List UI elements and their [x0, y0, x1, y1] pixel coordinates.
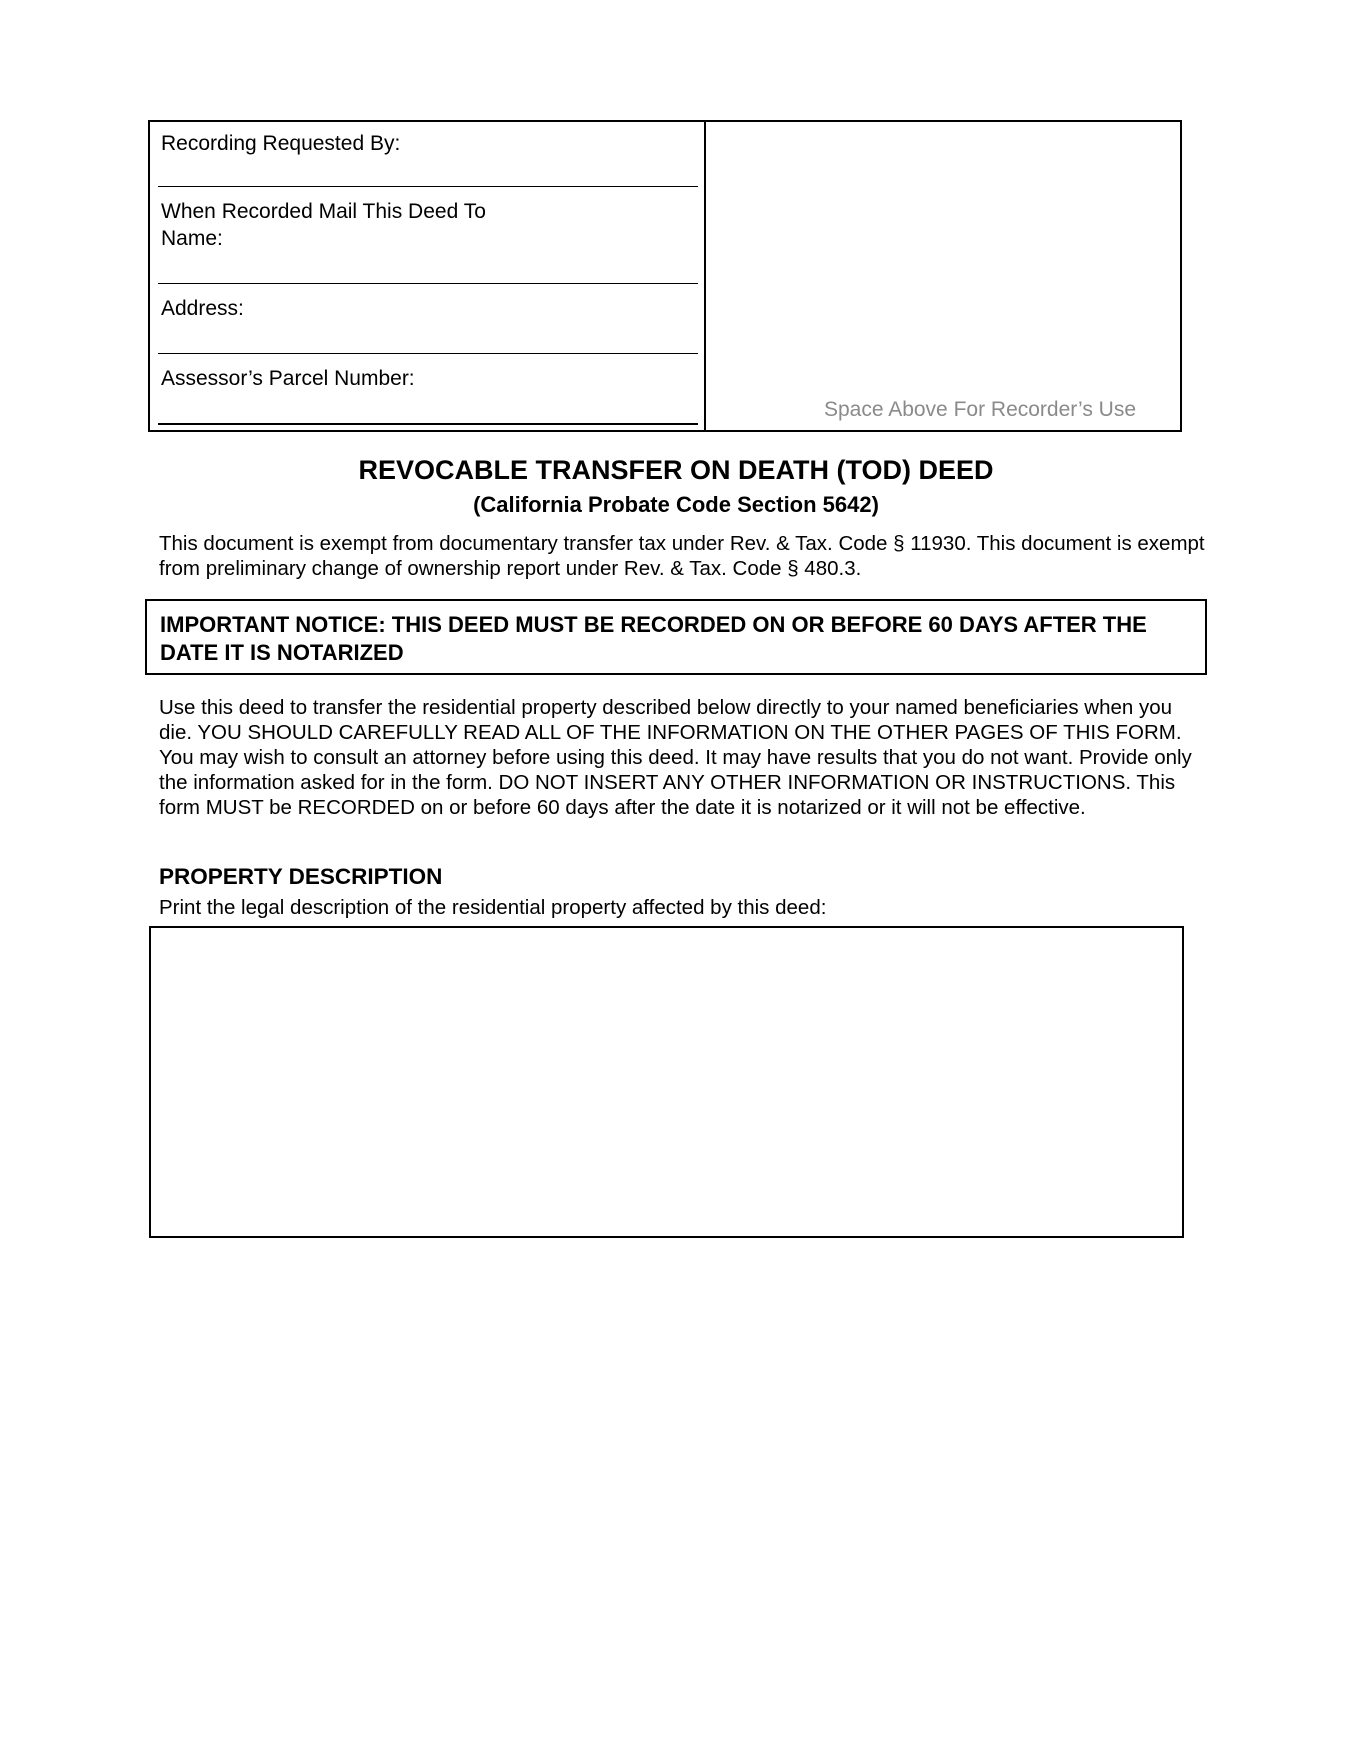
- address-field[interactable]: [158, 353, 698, 354]
- mail-to-label: When Recorded Mail This Deed To: [161, 200, 486, 223]
- property-description-heading: PROPERTY DESCRIPTION: [159, 864, 443, 889]
- instructions-paragraph: Use this deed to transfer the residential property described below directly to your named beneficiaries when you die. YOU SHOULD CAREFULLY READ ALL OF THE INFORMATION ON THE OTHER PAGES OF THIS FORM. You may wish to consult an attorney before using this deed. It may have results that you do not want. Provide only the information asked for in the form. DO NOT INSERT ANY OTHER INFORMATION OR INSTRUCTIONS. This form MUST be RECORDED on or before 60 days after the date it is notarized or it will not be effective.: [159, 696, 1192, 819]
- important-notice-box: [145, 599, 1207, 675]
- address-label: Address:: [161, 297, 244, 320]
- property-description-field[interactable]: [149, 926, 1184, 1238]
- deed-title: REVOCABLE TRANSFER ON DEATH (TOD) DEED: [358, 455, 994, 485]
- mail-to-name-field[interactable]: [158, 283, 698, 284]
- deed-subtitle: (California Probate Code Section 5642): [473, 492, 879, 517]
- property-description-prompt: Print the legal description of the residential property affected by this deed:: [159, 896, 827, 919]
- important-notice-text: IMPORTANT NOTICE: THIS DEED MUST BE RECORDED ON OR BEFORE 60 DAYS AFTER THE DATE IT IS NOTARIZED: [160, 612, 1147, 665]
- mail-to-name-label: Name:: [161, 227, 223, 250]
- recording-requested-by-label: Recording Requested By:: [161, 132, 401, 155]
- recording-info-block: [148, 120, 1182, 432]
- assessor-parcel-number-field[interactable]: [158, 423, 698, 425]
- recorder-use-note: Space Above For Recorder’s Use: [823, 398, 1137, 421]
- assessor-parcel-number-label: Assessor’s Parcel Number:: [161, 367, 415, 390]
- recording-fields-column: [150, 122, 706, 430]
- recording-requested-by-field[interactable]: [158, 186, 698, 187]
- tax-exempt-statement: This document is exempt from documentary transfer tax under Rev. & Tax. Code § 11930. This document is exempt from preliminary change of ownership report under Rev. & Tax. Code § 480.3.: [159, 532, 1205, 580]
